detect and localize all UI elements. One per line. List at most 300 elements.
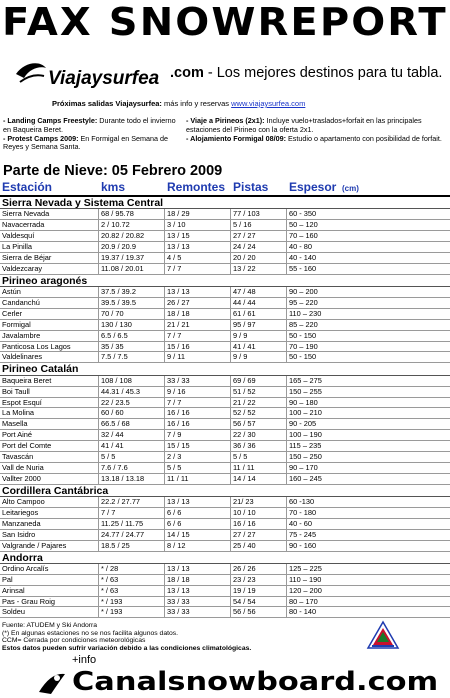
section-header: Andorra (0, 552, 450, 564)
column-divider (230, 541, 231, 551)
column-divider (286, 530, 287, 540)
cell-kms: 20.82 / 20.82 (101, 231, 145, 241)
column-divider (286, 298, 287, 308)
column-divider (164, 320, 165, 330)
cell-remontes: 18 / 29 (167, 209, 190, 219)
cell-pistas: 44 / 44 (233, 298, 256, 308)
column-divider (98, 253, 99, 263)
cell-espesor: 110 – 190 (289, 574, 322, 584)
cell-pistas: 52 / 52 (233, 408, 256, 418)
column-divider (230, 408, 231, 418)
cell-kms: 22 / 23.5 (101, 397, 130, 407)
cell-espesor: 50 - 150 (289, 352, 317, 362)
column-divider (164, 209, 165, 219)
cell-estacion: Candanchú (2, 298, 40, 308)
cell-estacion: Cerler (2, 308, 23, 318)
column-divider (164, 508, 165, 518)
column-divider (164, 441, 165, 451)
column-divider (164, 342, 165, 352)
promo-title: - Landing Camps Freestyle: (3, 116, 98, 125)
cell-pistas: 13 / 22 (233, 263, 256, 273)
cell-estacion: La Molina (2, 408, 35, 418)
col-espesor-unit: (cm) (342, 184, 359, 193)
cell-pistas: 56 / 57 (233, 419, 256, 429)
viajaysurfea-link[interactable]: www.viajaysurfea.com (231, 99, 306, 108)
cell-pistas: 47 / 48 (233, 287, 256, 297)
cell-remontes: 16 / 16 (167, 419, 190, 429)
cell-kms: 11.08 / 20.01 (101, 263, 144, 273)
footnote-variacion: Estos datos pueden sufrir variación debido a las condiciones climatológicas. (2, 644, 252, 652)
cell-kms: * / 63 (101, 574, 119, 584)
promo-right (186, 117, 448, 143)
footnote-ccm: CCM= Cerrada por condiciones meteorológicas (2, 637, 146, 645)
cell-espesor: 70 - 180 (289, 507, 317, 517)
cell-kms: 130 / 130 (101, 319, 132, 329)
column-divider (230, 376, 231, 386)
cell-remontes: 21 / 21 (167, 319, 190, 329)
table-row (0, 508, 450, 519)
viajaysurfea-domain: .com (170, 65, 204, 81)
cell-pistas: 27 / 27 (233, 231, 256, 241)
column-divider (230, 452, 231, 462)
column-divider (230, 497, 231, 507)
column-divider (230, 530, 231, 540)
column-divider (98, 309, 99, 319)
table-row (0, 474, 450, 485)
cell-pistas: 61 / 61 (233, 308, 256, 318)
column-divider (230, 519, 231, 529)
table-row (0, 231, 450, 242)
column-divider (230, 430, 231, 440)
cell-remontes: 33 / 33 (167, 375, 190, 385)
column-divider (230, 474, 231, 484)
cell-remontes: 16 / 16 (167, 408, 190, 418)
cell-pistas: 19 / 19 (233, 585, 256, 595)
cell-remontes: 8 / 12 (167, 540, 186, 550)
cell-remontes: 13 / 13 (167, 497, 190, 507)
column-divider (164, 331, 165, 341)
cell-pistas: 26 / 26 (233, 563, 256, 573)
cell-kms: * / 63 (101, 585, 119, 595)
table-row (0, 342, 450, 353)
table-row (0, 564, 450, 575)
column-divider (98, 508, 99, 518)
column-divider (286, 264, 287, 274)
column-divider (230, 309, 231, 319)
column-divider (286, 342, 287, 352)
column-divider (286, 398, 287, 408)
cell-remontes: 6 / 6 (167, 518, 182, 528)
cell-estacion: Vallter 2000 (2, 473, 41, 483)
column-divider (230, 331, 231, 341)
column-divider (286, 474, 287, 484)
table-row (0, 452, 450, 463)
viajaysurfea-logo (14, 60, 164, 90)
column-divider (286, 541, 287, 551)
column-divider (230, 564, 231, 574)
column-divider (98, 497, 99, 507)
column-divider (98, 463, 99, 473)
cell-espesor: 90 – 180 (289, 397, 318, 407)
cell-espesor: 75 - 245 (289, 529, 317, 539)
table-row (0, 607, 450, 618)
section-header: Pirineo Catalán (0, 363, 450, 375)
cell-pistas: 21/ 23 (233, 497, 254, 507)
cell-espesor: 150 – 250 (289, 451, 322, 461)
cell-espesor: 60 -130 (289, 497, 315, 507)
cell-espesor: 40 - 140 (289, 252, 317, 262)
table-row (0, 430, 450, 441)
cell-kms: 5 / 5 (101, 451, 116, 461)
column-divider (164, 352, 165, 362)
column-divider (98, 331, 99, 341)
cell-kms: 32 / 44 (101, 430, 124, 440)
cell-espesor: 120 – 200 (289, 585, 322, 595)
cell-kms: * / 193 (101, 607, 123, 617)
cell-espesor: 110 – 230 (289, 308, 322, 318)
column-divider (164, 398, 165, 408)
cell-remontes: 11 / 11 (167, 473, 189, 483)
column-divider (286, 519, 287, 529)
column-divider (164, 586, 165, 596)
cell-pistas: 27 / 27 (233, 529, 256, 539)
cell-kms: 7.6 / 7.6 (101, 462, 128, 472)
column-divider (286, 497, 287, 507)
column-divider (98, 597, 99, 607)
cell-remontes: 9 / 11 (167, 352, 185, 362)
column-divider (98, 519, 99, 529)
column-divider (230, 597, 231, 607)
cell-remontes: 13 / 13 (167, 242, 190, 252)
promo-title: - Protest Camps 2009: (3, 133, 79, 143)
cell-estacion: Masella (2, 419, 28, 429)
cell-remontes: 13 / 15 (167, 231, 190, 241)
cell-estacion: Soldeu (2, 607, 26, 617)
column-divider (98, 298, 99, 308)
table-row (0, 352, 450, 363)
cell-pistas: 9 / 9 (233, 352, 248, 362)
cell-remontes: 5 / 5 (167, 462, 182, 472)
cell-remontes: 18 / 18 (167, 574, 190, 584)
column-divider (286, 387, 287, 397)
table-row (0, 253, 450, 264)
column-divider (164, 253, 165, 263)
cell-estacion: Tavascán (2, 451, 34, 461)
col-espesor: Espesor (289, 180, 337, 194)
cell-remontes: 7 / 7 (167, 330, 182, 340)
column-divider (286, 376, 287, 386)
cell-estacion: Boi Taull (2, 386, 30, 396)
cell-kms: 108 / 108 (101, 375, 132, 385)
table-row (0, 264, 450, 275)
column-divider (98, 220, 99, 230)
cell-pistas: 20 / 20 (233, 252, 256, 262)
column-divider (286, 441, 287, 451)
cell-remontes: 4 / 5 (167, 252, 182, 262)
footnote-fuente: Fuente: ATUDEM y Ski Andorra (2, 622, 98, 629)
column-divider (230, 220, 231, 230)
cell-estacion: Arinsal (2, 585, 25, 595)
cell-espesor: 90 - 160 (289, 540, 317, 550)
cell-pistas: 95 / 97 (233, 319, 256, 329)
footnote-asterisk: (*) En algunas estaciones no se nos facilita algunos datos. (2, 629, 179, 637)
column-divider (164, 519, 165, 529)
promo-landing-camps (3, 117, 181, 135)
footnotes (2, 622, 362, 652)
table-row (0, 419, 450, 430)
cell-estacion: Alto Campoo (2, 497, 45, 507)
cell-remontes: 3 / 10 (167, 220, 186, 230)
column-divider (286, 452, 287, 462)
column-divider (164, 564, 165, 574)
table-row (0, 497, 450, 508)
cell-kms: 41 / 41 (101, 441, 124, 451)
column-divider (164, 474, 165, 484)
cell-kms: 39.5 / 39.5 (101, 298, 136, 308)
column-divider (164, 298, 165, 308)
cell-espesor: 160 – 245 (289, 473, 322, 483)
column-divider (98, 430, 99, 440)
col-estacion: Estación (2, 180, 53, 194)
column-divider (98, 387, 99, 397)
cell-kms: 22.2 / 27.77 (101, 497, 141, 507)
cell-estacion: Navacerrada (2, 220, 45, 230)
cell-kms: 24.77 / 24.77 (101, 529, 145, 539)
table-row (0, 463, 450, 474)
column-divider (98, 352, 99, 362)
cell-remontes: 7 / 7 (167, 263, 182, 273)
cell-remontes: 26 / 27 (167, 298, 190, 308)
cell-pistas: 11 / 11 (233, 462, 255, 472)
promo-text: Estudio o apartamento con posibilidad de forfait. (285, 133, 442, 143)
column-divider (164, 231, 165, 241)
column-divider (230, 463, 231, 473)
cell-remontes: 33 / 33 (167, 607, 190, 617)
column-divider (230, 586, 231, 596)
column-divider (164, 309, 165, 319)
column-divider (98, 342, 99, 352)
column-divider (98, 541, 99, 551)
column-divider (230, 398, 231, 408)
cell-espesor: 80 - 140 (289, 607, 317, 617)
cell-remontes: 18 / 18 (167, 308, 190, 318)
column-divider (98, 564, 99, 574)
cell-kms: 44.31 / 45.3 (101, 386, 141, 396)
column-divider (230, 287, 231, 297)
cell-espesor: 90 – 170 (289, 462, 318, 472)
cell-estacion: Espot Esquí (2, 397, 42, 407)
page-title: FAX SNOWREPORT (2, 0, 448, 44)
section-header: Pirineo aragonés (0, 275, 450, 287)
cell-remontes: 6 / 6 (167, 507, 182, 517)
promo-alojamiento-formigal (186, 135, 448, 144)
column-divider (164, 387, 165, 397)
report-title: Parte de Nieve: 05 Febrero 2009 (3, 163, 223, 179)
promo-text: Incluye vuelo+traslados+forfait en las principales estaciones del Pirineo con la oferta 2x1. (186, 116, 422, 134)
salidas-text: más info y reservas (161, 99, 232, 108)
table-row (0, 398, 450, 409)
info-label: +info (72, 654, 97, 666)
section-header: Sierra Nevada y Sistema Central (0, 197, 450, 209)
promo-title: - Alojamiento Formigal 08/09: (186, 133, 286, 143)
cell-pistas: 51 / 52 (233, 386, 256, 396)
cell-pistas: 5 / 5 (233, 451, 248, 461)
column-divider (164, 452, 165, 462)
column-divider (286, 253, 287, 263)
cell-estacion: Formigal (2, 319, 31, 329)
cell-espesor: 165 – 275 (289, 375, 322, 385)
column-divider (164, 597, 165, 607)
column-divider (98, 209, 99, 219)
column-divider (98, 586, 99, 596)
column-divider (286, 287, 287, 297)
promo-left (3, 117, 181, 152)
cell-kms: 70 / 70 (101, 308, 124, 318)
column-divider (164, 430, 165, 440)
column-divider (286, 463, 287, 473)
promo-text: En Formigal en Semana de Reyes y Semana Santa. (3, 133, 168, 152)
table-row (0, 287, 450, 298)
column-divider (98, 398, 99, 408)
cell-estacion: Panticosa Los Lagos (2, 341, 71, 351)
cell-espesor: 55 - 160 (289, 263, 317, 273)
column-divider (286, 209, 287, 219)
cell-kms: 11.25 / 11.75 (101, 518, 144, 528)
table-row (0, 309, 450, 320)
cell-remontes: 15 / 15 (167, 441, 190, 451)
cell-estacion: Port del Comte (2, 441, 52, 451)
cell-estacion: Valgrande / Pajares (2, 540, 67, 550)
column-divider (230, 441, 231, 451)
cell-estacion: Manzaneda (2, 518, 41, 528)
cell-espesor: 70 – 190 (289, 341, 318, 351)
table-header (0, 180, 450, 194)
cell-estacion: Pas - Grau Roig (2, 596, 55, 606)
column-divider (164, 497, 165, 507)
table-row (0, 376, 450, 387)
table-row (0, 541, 450, 552)
cell-pistas: 23 / 23 (233, 574, 256, 584)
cell-kms: 7 / 7 (101, 507, 116, 517)
cell-pistas: 9 / 9 (233, 330, 248, 340)
cell-espesor: 125 – 225 (289, 563, 322, 573)
cell-estacion: Port Ainé (2, 430, 32, 440)
column-divider (164, 541, 165, 551)
cell-pistas: 10 / 10 (233, 507, 256, 517)
column-divider (98, 575, 99, 585)
column-divider (286, 430, 287, 440)
cell-kms: 37.5 / 39.2 (101, 287, 136, 297)
column-divider (98, 231, 99, 241)
cell-espesor: 80 – 170 (289, 596, 318, 606)
promo-text: Durante todo el invierno en Baqueira Beret. (3, 116, 176, 134)
cell-espesor: 70 – 160 (289, 231, 318, 241)
cell-estacion: Pal (2, 574, 13, 584)
cell-kms: * / 193 (101, 596, 123, 606)
column-divider (286, 564, 287, 574)
cell-pistas: 14 / 14 (233, 473, 256, 483)
cell-espesor: 150 – 255 (289, 386, 322, 396)
table-row (0, 220, 450, 231)
cell-kms: 18.5 / 25 (101, 540, 130, 550)
cell-espesor: 85 – 220 (289, 319, 318, 329)
column-divider (98, 474, 99, 484)
table-row (0, 519, 450, 530)
column-divider (164, 530, 165, 540)
cell-pistas: 41 / 41 (233, 341, 256, 351)
promo-viaje-pirineos (186, 117, 448, 135)
cell-espesor: 100 – 210 (289, 408, 322, 418)
table-row (0, 586, 450, 597)
column-divider (164, 408, 165, 418)
cell-estacion: San Isidro (2, 529, 36, 539)
cell-pistas: 25 / 40 (233, 540, 256, 550)
cell-remontes: 13 / 13 (167, 585, 190, 595)
column-divider (286, 231, 287, 241)
cell-pistas: 24 / 24 (233, 242, 256, 252)
cell-pistas: 22 / 30 (233, 430, 256, 440)
column-divider (230, 342, 231, 352)
cell-estacion: Sierra de Béjar (2, 252, 52, 262)
column-divider (286, 309, 287, 319)
column-divider (98, 419, 99, 429)
column-divider (164, 376, 165, 386)
column-divider (230, 253, 231, 263)
cell-pistas: 21 / 22 (233, 397, 256, 407)
table-row (0, 387, 450, 398)
column-divider (98, 320, 99, 330)
cell-estacion: Sierra Nevada (2, 209, 50, 219)
table-row (0, 441, 450, 452)
column-divider (98, 607, 99, 617)
cell-kms: 7.5 / 7.5 (101, 352, 128, 362)
cell-kms: 66.5 / 68 (101, 419, 130, 429)
cell-espesor: 60 - 350 (289, 209, 317, 219)
cell-pistas: 5 / 16 (233, 220, 252, 230)
column-divider (98, 264, 99, 274)
cell-pistas: 77 / 103 (233, 209, 260, 219)
cell-espesor: 90 – 200 (289, 287, 318, 297)
cell-kms: 20.9 / 20.9 (101, 242, 136, 252)
cell-kms: 19.37 / 19.37 (101, 252, 145, 262)
salidas-label: Próximas salidas Viajaysurfea: (52, 99, 162, 108)
proximas-salidas (52, 99, 412, 109)
table-row (0, 242, 450, 253)
column-divider (230, 242, 231, 252)
cell-estacion: Javalambre (2, 330, 41, 340)
cell-estacion: Valdezcaray (2, 263, 43, 273)
table-row (0, 209, 450, 220)
cell-pistas: 54 / 54 (233, 596, 256, 606)
column-divider (230, 508, 231, 518)
canalsnowboard-site[interactable]: Canalsnowboard.com (72, 667, 439, 697)
cell-estacion: Ordino Arcalís (2, 563, 49, 573)
cell-remontes: 14 / 15 (167, 529, 190, 539)
column-divider (286, 242, 287, 252)
cell-kms: 60 / 60 (101, 408, 124, 418)
cell-espesor: 40 - 60 (289, 518, 313, 528)
cell-kms: 13.18 / 13.18 (101, 473, 145, 483)
column-divider (286, 220, 287, 230)
column-divider (230, 607, 231, 617)
column-divider (230, 264, 231, 274)
column-divider (164, 242, 165, 252)
col-remontes: Remontes (167, 180, 226, 194)
cell-estacion: Valdesquí (2, 231, 35, 241)
column-divider (286, 586, 287, 596)
cell-pistas: 69 / 69 (233, 375, 256, 385)
table-row (0, 530, 450, 541)
